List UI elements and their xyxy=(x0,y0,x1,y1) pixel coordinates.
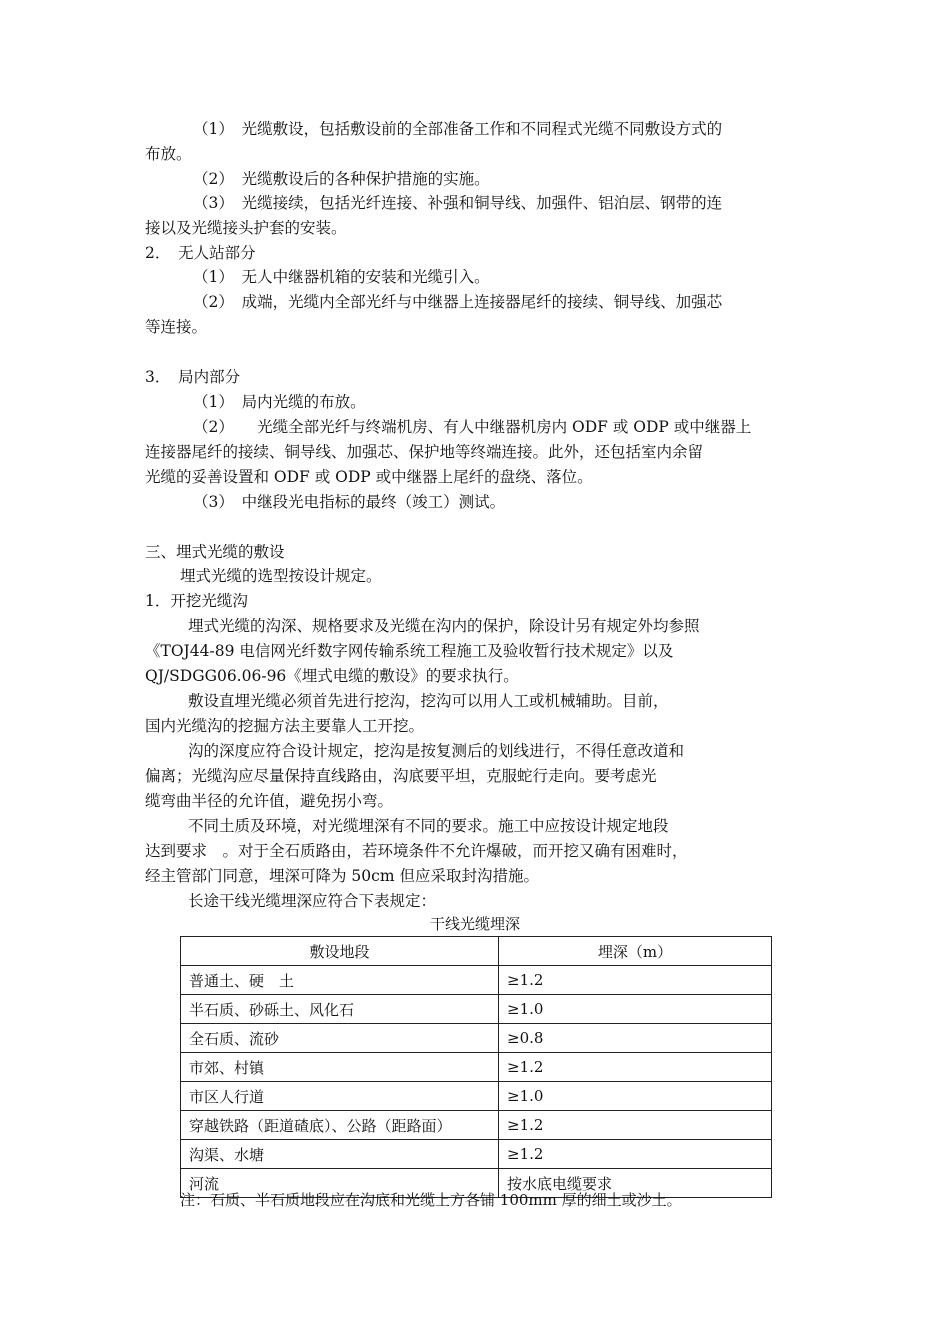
table-cell-section: 普通土、硬 土 xyxy=(181,966,499,995)
paragraph-line: 偏离；光缆沟应尽量保持直线路由，沟底要平坦，克服蛇行走向。要考虑光 xyxy=(145,767,657,785)
paragraph-line: QJ/SDGG06.06-96《埋式电缆的敷设》的要求执行。 xyxy=(145,667,519,685)
table-cell-section: 河流 xyxy=(181,1169,499,1198)
paragraph-line: 埋式光缆的选型按设计规定。 xyxy=(180,567,382,585)
table-cell-depth: ≥0.8 xyxy=(499,1024,772,1053)
table-row xyxy=(181,995,772,1024)
paragraph-line: 接以及光缆接头护套的安装。 xyxy=(145,219,347,237)
table-cell-section: 沟渠、水塘 xyxy=(181,1140,499,1169)
paragraph-line: （1） 光缆敷设，包括敷设前的全部准备工作和不同程式光缆不同敷设方式的 xyxy=(193,120,723,138)
table-note: 注：石质、半石质地段应在沟底和光缆上方各铺 100mm 厚的细土或沙土。 xyxy=(180,1191,682,1209)
table-cell-depth: ≥1.2 xyxy=(499,966,772,995)
table-cell-section: 全石质、流砂 xyxy=(181,1024,499,1053)
table-header-row xyxy=(181,937,772,966)
table-cell-depth: ≥1.0 xyxy=(499,995,772,1024)
burial-depth-table xyxy=(180,936,772,1198)
table-row xyxy=(181,1024,772,1053)
table-cell-depth: ≥1.2 xyxy=(499,1111,772,1140)
table-cell-depth: ≥1.2 xyxy=(499,1140,772,1169)
section-heading: 1．开挖光缆沟 xyxy=(145,592,248,610)
paragraph-line: （2） 光缆敷设后的各种保护措施的实施。 xyxy=(193,170,490,188)
table-cell-depth: ≥1.2 xyxy=(499,1053,772,1082)
paragraph-line: 布放。 xyxy=(145,145,192,163)
paragraph-line: 敷设直埋光缆必须首先进行挖沟，挖沟可以用人工或机械辅助。目前， xyxy=(188,692,669,710)
table-caption: 干线光缆埋深 xyxy=(429,915,520,933)
paragraph-line: 埋式光缆的沟深、规格要求及光缆在沟内的保护，除设计另有规定外均参照 xyxy=(188,617,700,635)
table-cell-section: 市郊、村镇 xyxy=(181,1053,499,1082)
paragraph-line: （2） 成端，光缆内全部光纤与中继器上连接器尾纤的接续、铜导线、加强芯 xyxy=(193,293,723,311)
paragraph-line: 等连接。 xyxy=(145,318,208,336)
section-heading: 三、埋式光缆的敷设 xyxy=(145,543,285,561)
table-cell-section: 穿越铁路（距道碴底）、公路（距路面） xyxy=(181,1111,499,1140)
paragraph-line: 经主管部门同意，埋深可降为 50cm 但应采取封沟措施。 xyxy=(145,867,539,885)
column-header-depth: 埋深（m） xyxy=(499,937,772,966)
table-cell-depth: 按水底电缆要求 xyxy=(499,1169,772,1198)
table-cell-section: 半石质、砂砾土、风化石 xyxy=(181,995,499,1024)
paragraph-line: 国内光缆沟的挖掘方法主要靠人工开挖。 xyxy=(145,717,425,735)
table-cell-depth: ≥1.0 xyxy=(499,1082,772,1111)
paragraph-line: （3） 光缆接续，包括光纤连接、补强和铜导线、加强件、铝泊层、钢带的连 xyxy=(193,194,723,212)
paragraph-line: （3） 中继段光电指标的最终（竣工）测试。 xyxy=(193,493,506,511)
paragraph-line: （1） 无人中继器机箱的安装和光缆引入。 xyxy=(193,268,490,286)
paragraph-line: 连接器尾纤的接续、铜导线、加强芯、保护地等终端连接。此外，还包括室内余留 xyxy=(145,443,704,461)
table-row xyxy=(181,1140,772,1169)
paragraph-line: 缆弯曲半径的允许值，避免拐小弯。 xyxy=(145,792,394,810)
paragraph-line: （1） 局内光缆的布放。 xyxy=(193,393,366,411)
paragraph-line: 达到要求 。对于全石质路由，若环境条件不允许爆破，而开挖又确有困难时， xyxy=(145,842,688,860)
table-row xyxy=(181,1111,772,1140)
paragraph-line: （2） 光缆全部光纤与终端机房、有人中继器机房内 ODF 或 ODP 或中继器上 xyxy=(193,418,752,436)
table-row xyxy=(181,1053,772,1082)
paragraph-line: 沟的深度应符合设计规定，挖沟是按复测后的划线进行，不得任意改道和 xyxy=(188,742,685,760)
paragraph-line: 不同土质及环境，对光缆埋深有不同的要求。施工中应按设计规定地段 xyxy=(188,817,669,835)
paragraph-line: 长途干线光缆埋深应符合下表规定： xyxy=(188,892,437,910)
paragraph-line: 光缆的妥善设置和 ODF 或 ODP 或中继器上尾纤的盘绕、落位。 xyxy=(145,468,593,486)
section-heading: 3． 局内部分 xyxy=(145,368,241,386)
column-header-section: 敷设地段 xyxy=(181,937,499,966)
table-row xyxy=(181,966,772,995)
paragraph-line: 《TOJ44-89 电信网光纤数字网传输系统工程施工及验收暂行技术规定》以及 xyxy=(145,642,674,660)
table-cell-section: 市区人行道 xyxy=(181,1082,499,1111)
section-heading: 2． 无人站部分 xyxy=(145,244,256,262)
table-row xyxy=(181,1082,772,1111)
